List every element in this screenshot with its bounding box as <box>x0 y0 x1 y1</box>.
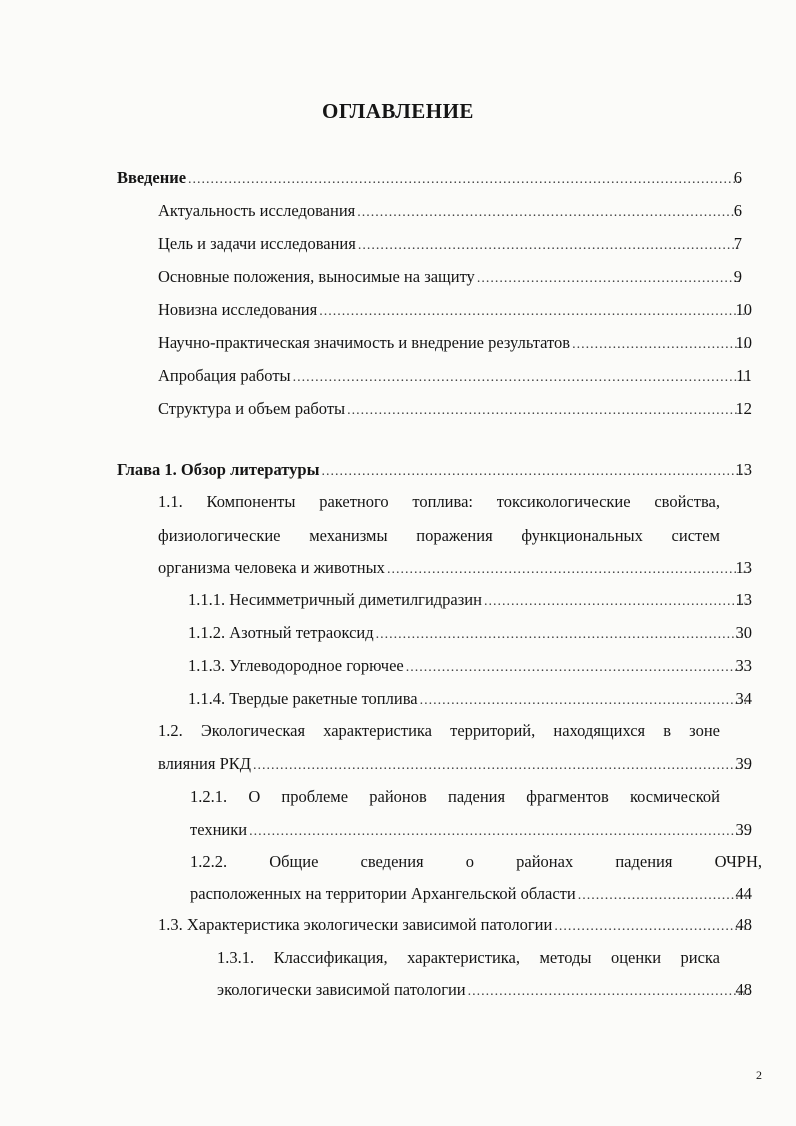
toc-entry-1-2-1[interactable] <box>190 820 752 854</box>
page-number: 2 <box>756 1068 762 1082</box>
toc-entry-1-2-2[interactable] <box>190 884 752 918</box>
toc-page: 9 <box>733 267 742 286</box>
toc-entry-chapter-1[interactable] <box>117 460 752 494</box>
leader-dots <box>347 403 750 419</box>
toc-entry-intro[interactable] <box>117 168 742 202</box>
toc-label: техники <box>190 820 248 839</box>
toc-label: 1.1.4. Твердые ракетные топлива <box>188 689 418 708</box>
toc-entry[interactable] <box>158 267 742 301</box>
leader-dots <box>293 370 750 386</box>
toc-entry-1-1-line1[interactable]: 1.1. Компоненты ракетного топлива: токсикологические свойства, <box>158 492 720 511</box>
toc-label: Актуальность исследования <box>158 201 356 220</box>
toc-entry-1-2-2-line1[interactable]: 1.2.2. Общие сведения о районах падения ОЧРН, <box>190 852 763 871</box>
toc-entry-1-2-line1[interactable]: 1.2. Экологическая характеристика территорий, находящихся в зоне <box>158 721 720 740</box>
leader-dots <box>554 919 750 935</box>
leader-dots <box>420 693 750 709</box>
toc-entry[interactable] <box>158 300 752 334</box>
leader-dots <box>322 464 751 480</box>
toc-entry-1-3[interactable] <box>158 915 752 949</box>
toc-page: 39 <box>735 820 752 839</box>
leader-dots <box>578 888 750 904</box>
toc-page: 7 <box>733 234 742 253</box>
toc-label: Глава 1. Обзор литературы <box>117 460 320 479</box>
toc-label: 1.1.1. Несимметричный диметилгидразин <box>188 590 482 609</box>
toc-entry[interactable] <box>158 234 742 268</box>
toc-entry[interactable] <box>158 201 742 235</box>
toc-label: Апробация работы <box>158 366 291 385</box>
leader-dots <box>249 824 750 840</box>
toc-entry[interactable] <box>188 656 752 690</box>
toc-label: Новизна исследования <box>158 300 318 319</box>
page-title: ОГЛАВЛЕНИЕ <box>322 99 474 123</box>
leader-dots <box>188 172 740 188</box>
leader-dots <box>406 660 750 676</box>
leader-dots <box>357 205 740 221</box>
toc-page: 6 <box>733 201 742 220</box>
toc-label: организма человека и животных <box>158 558 385 577</box>
toc-page: 13 <box>735 590 752 609</box>
toc-entry[interactable] <box>158 333 752 367</box>
toc-page: 48 <box>735 915 752 934</box>
toc-page: 39 <box>735 754 752 773</box>
toc-label: 1.3. Характеристика экологически зависимой патологии <box>158 915 553 934</box>
toc-entry-1-2[interactable] <box>158 754 752 788</box>
toc-page: 13 <box>735 558 752 577</box>
toc-label: влияния РКД <box>158 754 252 773</box>
toc-entry[interactable] <box>188 689 752 723</box>
leader-dots <box>376 627 750 643</box>
leader-dots <box>468 984 750 1000</box>
leader-dots <box>358 238 740 254</box>
toc-entry-1-3-1-line1[interactable]: 1.3.1. Классификация, характеристика, методы оценки риска <box>217 948 720 967</box>
toc-page: 10 <box>735 300 752 319</box>
leader-dots <box>253 758 750 774</box>
toc-entry-1-3-1[interactable] <box>217 980 752 1014</box>
leader-dots <box>572 337 750 353</box>
toc-page: 11 <box>736 366 752 385</box>
toc-entry[interactable] <box>188 590 752 624</box>
toc-entry-1-1-line2[interactable]: физиологические механизмы поражения функциональных систем <box>158 526 720 545</box>
toc-label: Цель и задачи исследования <box>158 234 356 253</box>
toc-label: расположенных на территории Архангельской области <box>190 884 576 903</box>
toc-page: 33 <box>735 656 752 675</box>
toc-entry[interactable] <box>158 366 752 400</box>
leader-dots <box>387 562 750 578</box>
toc-page: 13 <box>735 460 752 479</box>
leader-dots <box>319 304 750 320</box>
toc-label: Структура и объем работы <box>158 399 346 418</box>
toc-label: Научно-практическая значимость и внедрение результатов <box>158 333 571 352</box>
toc-page: 34 <box>735 689 752 708</box>
toc-page: 30 <box>735 623 752 642</box>
leader-dots <box>477 271 740 287</box>
toc-entry-1-2-1-line1[interactable]: 1.2.1. О проблеме районов падения фрагментов космической <box>190 787 720 806</box>
toc-page: 6 <box>733 168 742 187</box>
toc-entry[interactable] <box>188 623 752 657</box>
leader-dots <box>484 594 750 610</box>
toc-page: 12 <box>735 399 752 418</box>
toc-entry-1-1[interactable] <box>158 558 752 592</box>
toc-entry[interactable] <box>158 399 752 433</box>
toc-label: 1.1.2. Азотный тетраоксид <box>188 623 374 642</box>
toc-page: 48 <box>735 980 752 999</box>
toc-label: 1.1.3. Углеводородное горючее <box>188 656 404 675</box>
toc-page: 10 <box>735 333 752 352</box>
toc-page: 44 <box>735 884 752 903</box>
toc-label: экологически зависимой патологии <box>217 980 466 999</box>
toc-label: Введение <box>117 168 187 187</box>
toc-label: Основные положения, выносимые на защиту <box>158 267 475 286</box>
